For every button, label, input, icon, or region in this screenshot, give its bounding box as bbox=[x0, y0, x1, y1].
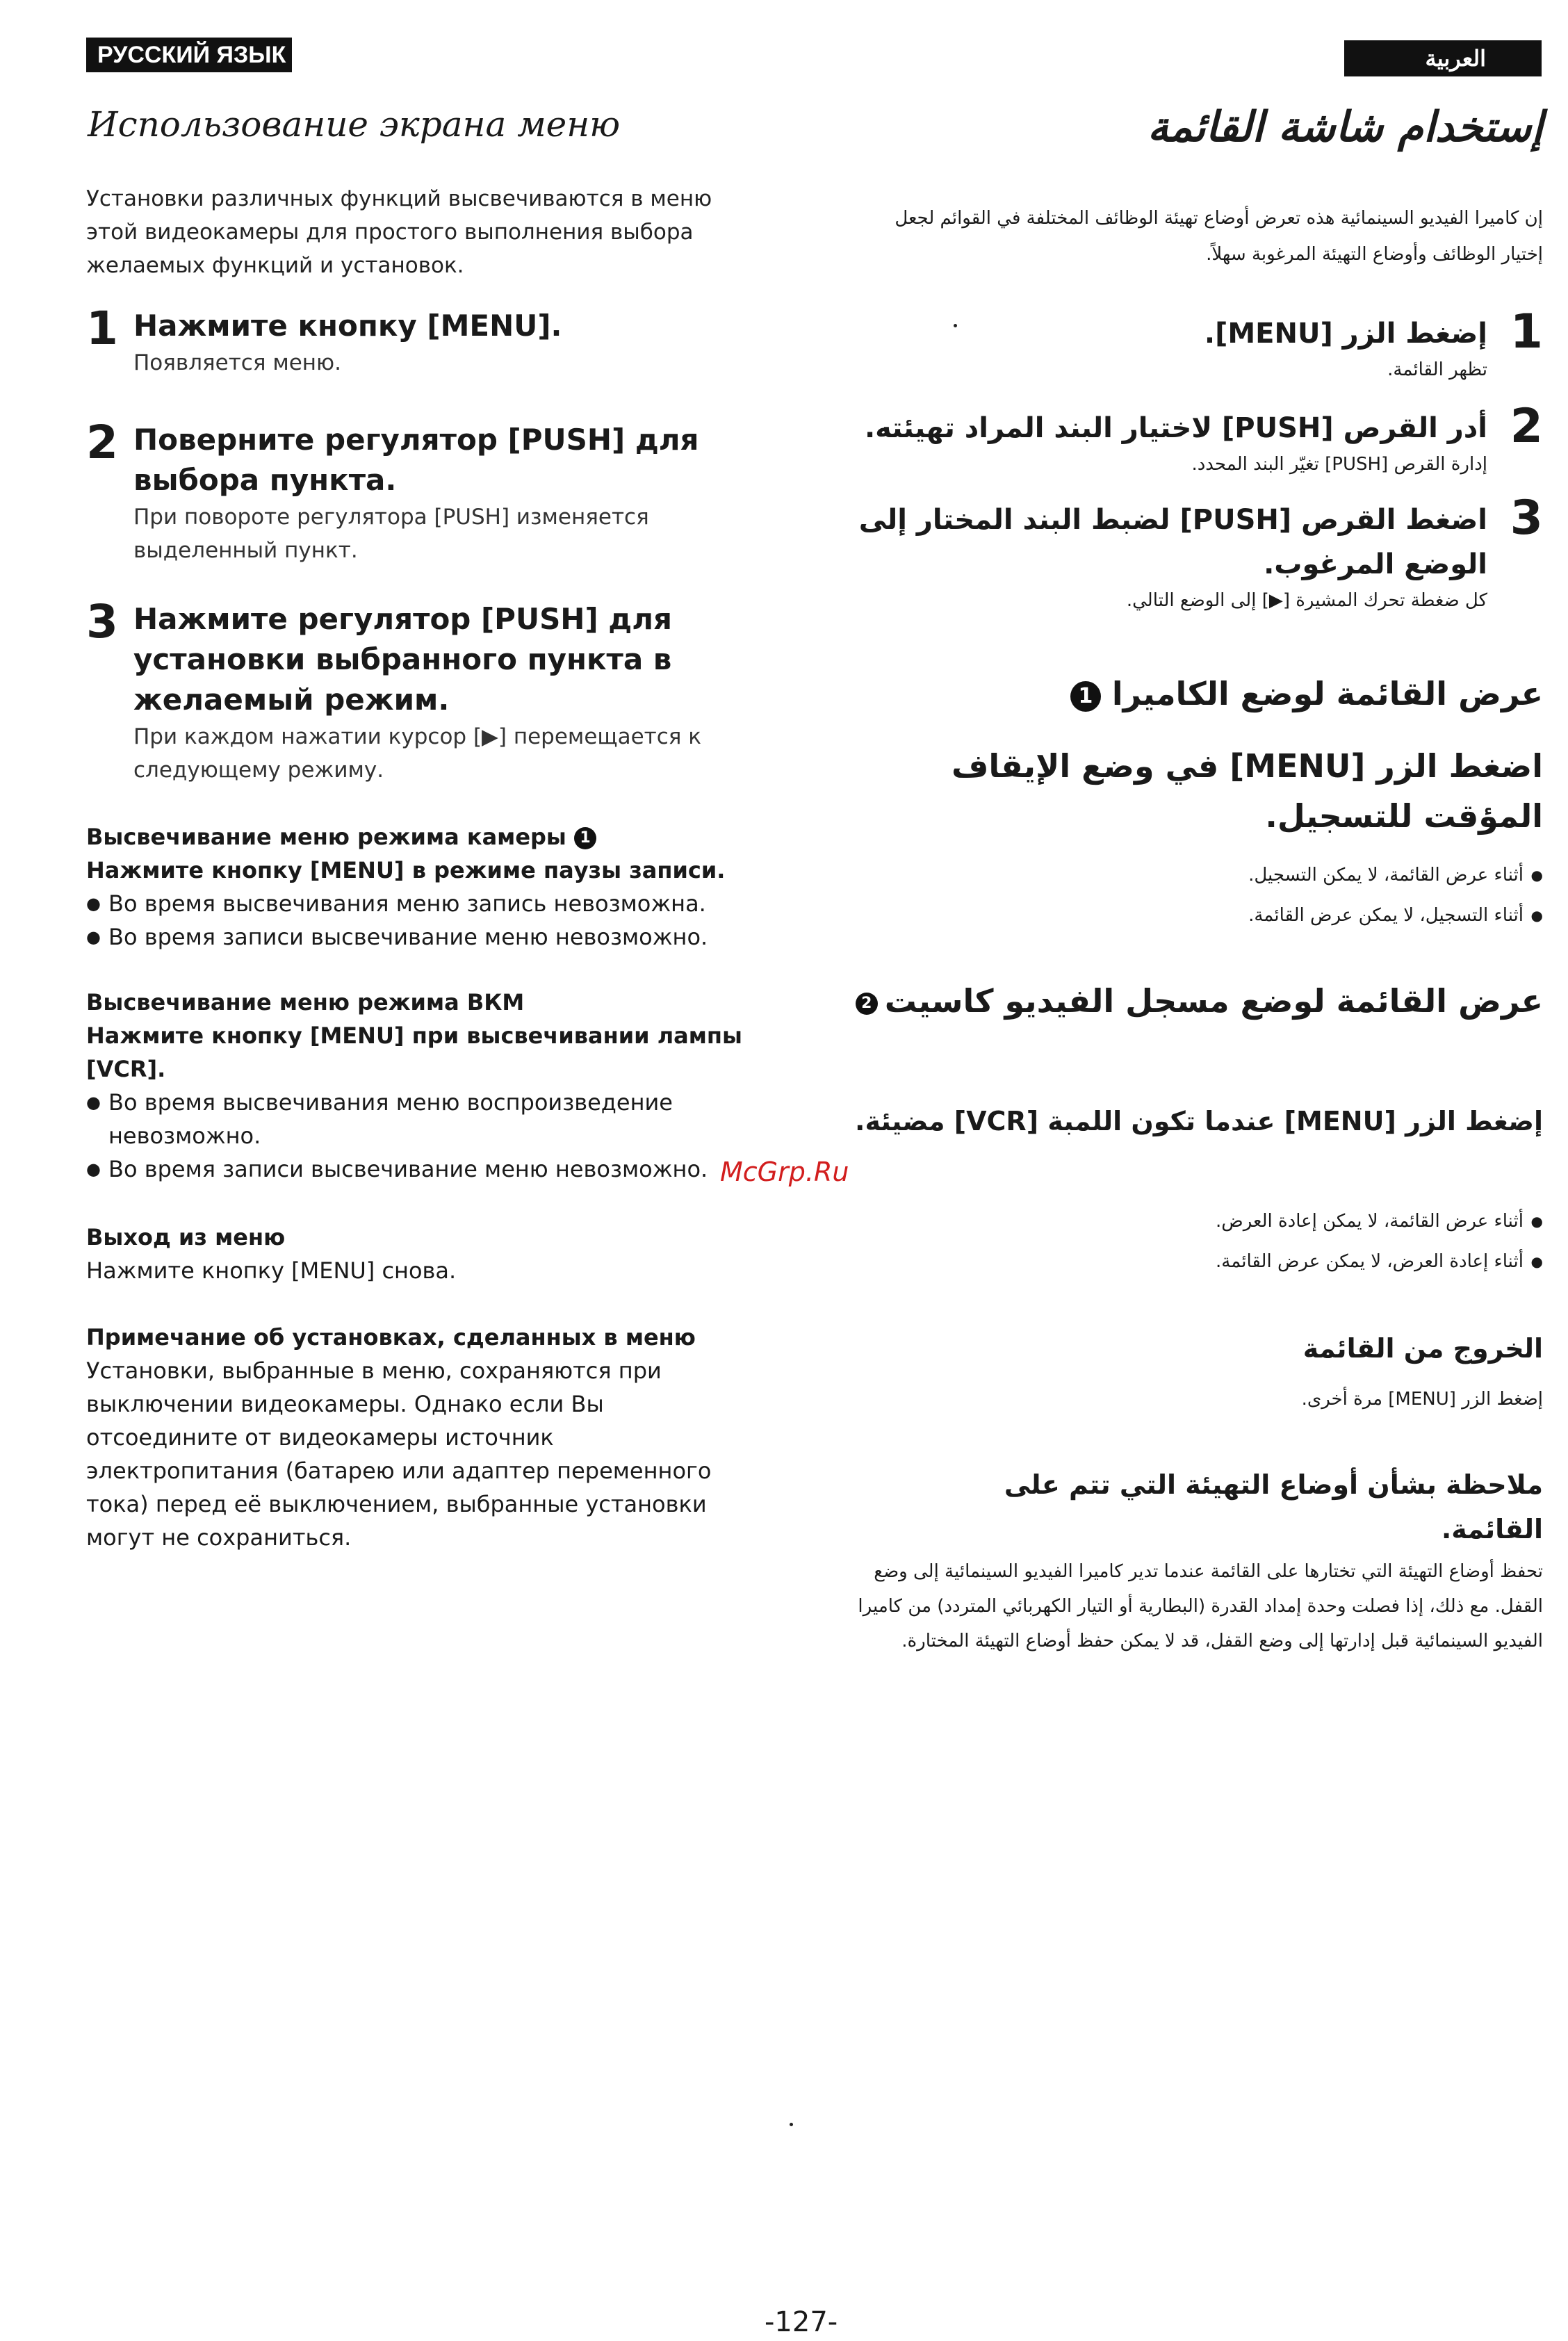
ru-bullet-item: ● Во время высвечивания меню воспроизведение невозможно. bbox=[86, 1086, 753, 1152]
ar-vcr-menu-bullets bbox=[848, 1201, 1543, 1282]
ar-step-description: كل ضغطة تحرك المشيرة [▶] إلى الوضع التالي. bbox=[1126, 590, 1487, 611]
ru-step-number: 1 bbox=[86, 302, 118, 355]
ru-bullet-item: ● Во время записи высвечивание меню невозможно. bbox=[86, 1152, 753, 1186]
ru-camera-menu-instruction: Нажмите кнопку [MENU] в режиме паузы записи. bbox=[86, 857, 726, 883]
ar-step-heading: إضغط الزر [MENU]. bbox=[1204, 318, 1487, 350]
ru-step-2 bbox=[86, 416, 740, 567]
ru-vcr-menu-title: Высвечивание меню режима ВКМ bbox=[86, 989, 525, 1015]
ar-exit-menu-text: إضغط الزر [MENU] مرة أخرى. bbox=[1301, 1389, 1543, 1410]
ar-bullet-item: ● أثناء إعادة العرض، لا يمكن عرض القائمة. bbox=[848, 1241, 1543, 1282]
ru-step-heading: Нажмите кнопку [MENU]. bbox=[133, 309, 562, 343]
ru-step-1 bbox=[86, 302, 767, 380]
ru-note-text: Установки, выбранные в меню, сохраняются при выключении видеокамеры. Однако если Вы отсоедините от видеокамеры источник электропитания (батарею или адаптер переменного тока) перед её выключением, выбранные установки могут не сохраниться. bbox=[86, 1357, 712, 1551]
ru-bullet-item: ● Во время высвечивания меню запись невозможна. bbox=[86, 887, 781, 920]
ar-bullet-item: ● أثناء عرض القائمة، لا يمكن إعادة العرض. bbox=[848, 1201, 1543, 1241]
page-number: -127- bbox=[765, 2306, 838, 2338]
ru-exit-menu-title: Выход из меню bbox=[86, 1224, 286, 1250]
ar-page-title: إستخدام شاشة القائمة bbox=[1147, 103, 1543, 152]
ar-note-title: ملاحظة بشأن أوضاع التهيئة التي تتم على القائمة. bbox=[1004, 1469, 1543, 1544]
ru-step-number: 2 bbox=[86, 416, 118, 469]
ru-step-heading: Поверните регулятор [PUSH] для выбора пункта. bbox=[133, 423, 699, 497]
ru-intro-text: Установки различных функций высвечиваются в меню этой видеокамеры для простого выполнения выбора желаемых функций и установок. bbox=[86, 186, 712, 278]
ar-step-3 bbox=[848, 491, 1543, 614]
language-tab-russian: РУССКИЙ ЯЗЫК bbox=[86, 38, 292, 72]
ru-exit-menu-text: Нажмите кнопку [MENU] снова. bbox=[86, 1257, 457, 1284]
ru-step-3 bbox=[86, 595, 753, 787]
ru-note-title: Примечание об установках, сделанных в меню bbox=[86, 1324, 696, 1351]
ar-camera-menu-bullets bbox=[848, 855, 1543, 936]
ru-camera-menu-title: Высвечивание меню режима камеры bbox=[86, 824, 566, 850]
ru-vcr-menu-instruction: Нажмите кнопку [MENU] при высвечивании лампы [VCR]. bbox=[86, 1022, 742, 1082]
watermark: McGrp.Ru bbox=[720, 1157, 849, 1187]
ar-vcr-menu-title: عرض القائمة لوضع مسجل الفيديو كاسيت bbox=[884, 982, 1543, 1020]
scan-speck bbox=[954, 324, 957, 327]
ar-camera-menu-title: عرض القائمة لوضع الكاميرا bbox=[1111, 675, 1543, 712]
ar-step-number: 2 bbox=[1510, 399, 1543, 454]
ar-bullet-item: ● أثناء عرض القائمة، لا يمكن التسجيل. bbox=[848, 855, 1543, 895]
ar-exit-menu-title: الخروج من القائمة bbox=[1302, 1333, 1543, 1364]
ar-vcr-menu-instruction-text: إضغط الزر [MENU] عندما تكون اللمبة [VCR] مضيئة. bbox=[855, 1106, 1543, 1136]
ar-bullet-item: ● أثناء التسجيل، لا يمكن عرض القائمة. bbox=[848, 895, 1543, 936]
ru-bullet-item: ● Во время записи высвечивание меню невозможно. bbox=[86, 920, 781, 954]
ar-step-description: تظهر القائمة. bbox=[1387, 359, 1487, 380]
ar-step-2 bbox=[848, 399, 1543, 478]
ru-step-heading: Нажмите регулятор [PUSH] для установки выбранного пункта в желаемый режим. bbox=[133, 602, 672, 717]
ru-exit-menu-section bbox=[86, 1221, 781, 1287]
language-tab-arabic: العربية bbox=[1344, 40, 1542, 76]
ru-camera-menu-section bbox=[86, 820, 781, 954]
ar-step-heading: اضغط القرص [PUSH] لضبط البند المختار إلى الوضع المرغوب. bbox=[858, 504, 1487, 580]
ar-step-number: 1 bbox=[1510, 304, 1543, 359]
ru-note-section bbox=[86, 1321, 740, 1554]
ar-vcr-menu-heading bbox=[848, 976, 1543, 1026]
ru-step-number: 3 bbox=[86, 595, 118, 649]
ru-step-description: Появляется меню. bbox=[133, 350, 342, 375]
ru-page-title: Использование экрана меню bbox=[88, 104, 621, 145]
ru-step-description: При повороте регулятора [PUSH] изменяется выделенный пункт. bbox=[133, 505, 649, 563]
ar-note-text: تحفظ أوضاع التهيئة التي تختارها على القائمة عندما تدير كاميرا الفيديو السينمائية إلى وضع القفل. مع ذلك، إذا فصلت وحدة إمداد القدرة (البطارية أو التيار الكهربائي المتردد) من كاميرا الفيديو السينمائية قبل إدارتها إلى وضع القفل، قد لا يمكن حفظ أوضاع التهيئة المختارة. bbox=[858, 1561, 1543, 1651]
ru-vcr-menu-section bbox=[86, 986, 753, 1186]
ar-step-description: إدارة القرص [PUSH] تغيّر البند المحدد. bbox=[1191, 454, 1487, 475]
ar-step-number: 3 bbox=[1510, 491, 1543, 546]
number-1-circle-icon: 1 bbox=[1070, 681, 1101, 712]
ru-step-description: При каждом нажатии курсор [▶] перемещается к следующему режиму. bbox=[133, 724, 701, 783]
ar-camera-menu-instruction: اضغط الزر [MENU] في وضع الإيقاف المؤقت للتسجيل. bbox=[951, 747, 1543, 835]
ar-step-heading: أدر القرص [PUSH] لاختيار البند المراد تهيئته. bbox=[864, 412, 1487, 444]
ar-vcr-menu-instruction bbox=[848, 1100, 1543, 1143]
ar-intro-text: إن كاميرا الفيديو السينمائية هذه تعرض أوضاع تهيئة الوظائف المختلفة في القوائم لجعل إختيار الوظائف وأوضاع التهيئة المرغوبة سهلاً. bbox=[895, 208, 1543, 265]
scan-speck bbox=[790, 2123, 793, 2126]
ar-camera-menu-heading bbox=[778, 669, 1543, 719]
number-2-circle-icon: 2 bbox=[856, 993, 878, 1015]
number-1-circle-icon: 1 bbox=[574, 827, 596, 849]
ar-step-1 bbox=[848, 304, 1543, 384]
